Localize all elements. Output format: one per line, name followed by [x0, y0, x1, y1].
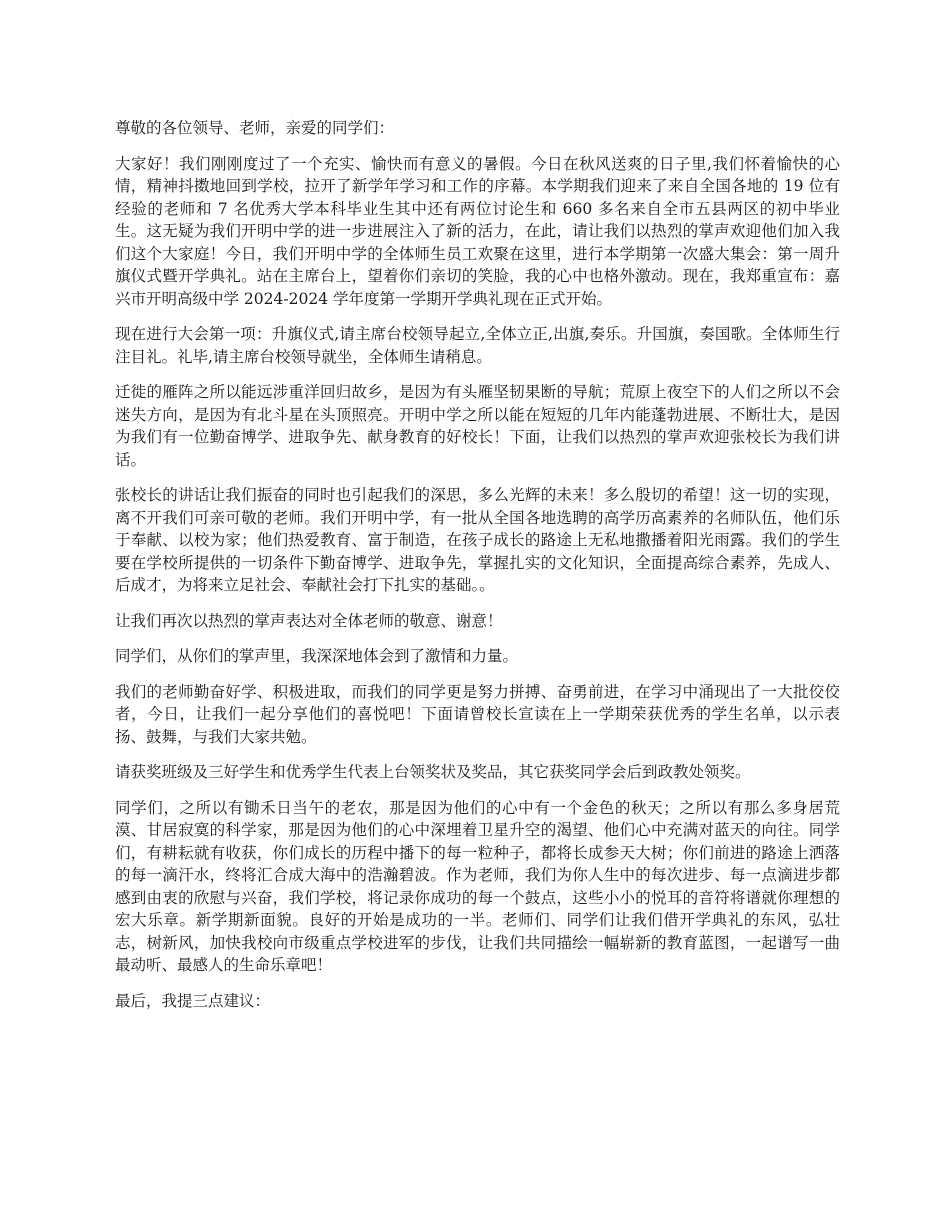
paragraph-awards-stage: 请获奖班级及三好学生和优秀学生代表上台领奖状及奖品，其它获奖同学会后到政教处领奖。	[115, 763, 751, 781]
paragraph-principal-intro: 迁徙的雁阵之所以能远涉重洋回归故乡，是因为有头雁坚韧果断的导航；荒原上夜空下的人们之所以不会迷失方向，是因为有北斗星在头顶照亮。开明中学之所以能在短短的几年内能蓬勃进展、不断壮大，是因为我们有一位勤奋博学、进取争先、献身教育的好校长！下面，让我们以热烈的掌声欢迎张校长为我们讲话。	[115, 383, 840, 469]
paragraph-teachers: 张校长的讲话让我们振奋的同时也引起我们的深思，多么光辉的未来！多么殷切的希望！这一切的实现，离不开我们可亲可敬的老师。我们开明中学，有一批从全国各地选聘的高学历高素养的名师队伍，他们乐于奉献、以校为家；他们热爱教育、富于制造，在孩子成长的路途上无私地撒播着阳光雨露。我们的学生要在学校所提供的一切条件下勤奋博学、进取争先，掌握扎实的文化知识，全面提高综合素养，先成人、后成才，为将来立足社会、奉献社会打下扎实的基础。。	[115, 486, 840, 594]
salutation: 尊敬的各位领导、老师，亲爱的同学们：	[115, 119, 395, 137]
document-page	[115, 117, 840, 1025]
paragraph-flag-ceremony: 现在进行大会第一项：升旗仪式,请主席台校领导起立,全体立正,出旗,奏乐。升国旗，奏国歌。全体师生行注目礼。礼毕,请主席台校领导就坐，全体师生请稍息。	[115, 325, 840, 366]
paragraph-applause: 同学们，从你们的掌声里，我深深地体会到了激情和力量。	[115, 647, 519, 665]
paragraph-opening: 大家好！我们刚刚度过了一个充实、愉快而有意义的暑假。今日在秋风送爽的日子里,我们怀着愉快的心情，精神抖擞地回到学校，拉开了新学年学习和工作的序幕。本学期我们迎来了来自全国各地的 19 位有经验的老师和 7 名优秀大学本科毕业生其中还有两位讨论生和 660 多名来自全市五县两区的初中毕业生。这无疑为我们开明中学的进一步进展注入了新的活力，在此，请让我们以热烈的掌声欢迎他们加入我们这个大家庭！今日，我们开明中学的全体师生员工欢聚在这里，进行本学期第一次盛大集会：第一周升旗仪式暨开学典礼。站在主席台上，望着你们亲切的笑脸，我的心中也格外激动。现在，我郑重宣布：嘉兴市开明高级中学 2024-2024 学年度第一学期开学典礼现在正式开始。	[115, 154, 840, 308]
paragraph-thanks-teachers: 让我们再次以热烈的掌声表达对全体老师的敬意、谢意！	[115, 611, 503, 630]
paragraph-encouragement: 同学们，之所以有锄禾日当午的老农，那是因为他们的心中有一个金色的秋天；之所以有那么多身居荒漠、甘居寂寞的科学家，那是因为他们的心中深埋着卫星升空的渴望、他们心中充满对蓝天的向往。同学们，有耕耘就有收获，你们成长的历程中播下的每一粒种子，都将长成参天大树；你们前进的路途上洒落的每一滴汗水，终将汇合成大海中的浩瀚碧波。作为老师，我们为你人生中的每次进步、每一点滴进步都感到由衷的欣慰与兴奋，我们学校，将记录你成功的每一个鼓点，这些小小的悦耳的音符将谱就你理想的宏大乐章。新学期新面貌。良好的开始是成功的一半。老师们、同学们让我们借开学典礼的东风，弘壮志，树新风，加快我校向市级重点学校进军的步伐，让我们共同描绘一幅崭新的教育蓝图，一起谱写一曲最动听、最感人的生命乐章吧！	[115, 798, 840, 974]
paragraph-awards-intro: 我们的老师勤奋好学、积极进取，而我们的同学更是努力拼搏、奋勇前进，在学习中涌现出了一大批佼佼者，今日，让我们一起分享他们的喜悦吧！下面请曾校长宣读在上一学期荣获优秀的学生名单，以示表扬、鼓舞，与我们大家共勉。	[115, 682, 840, 746]
paragraph-suggestions: 最后，我提三点建议：	[115, 991, 271, 1010]
